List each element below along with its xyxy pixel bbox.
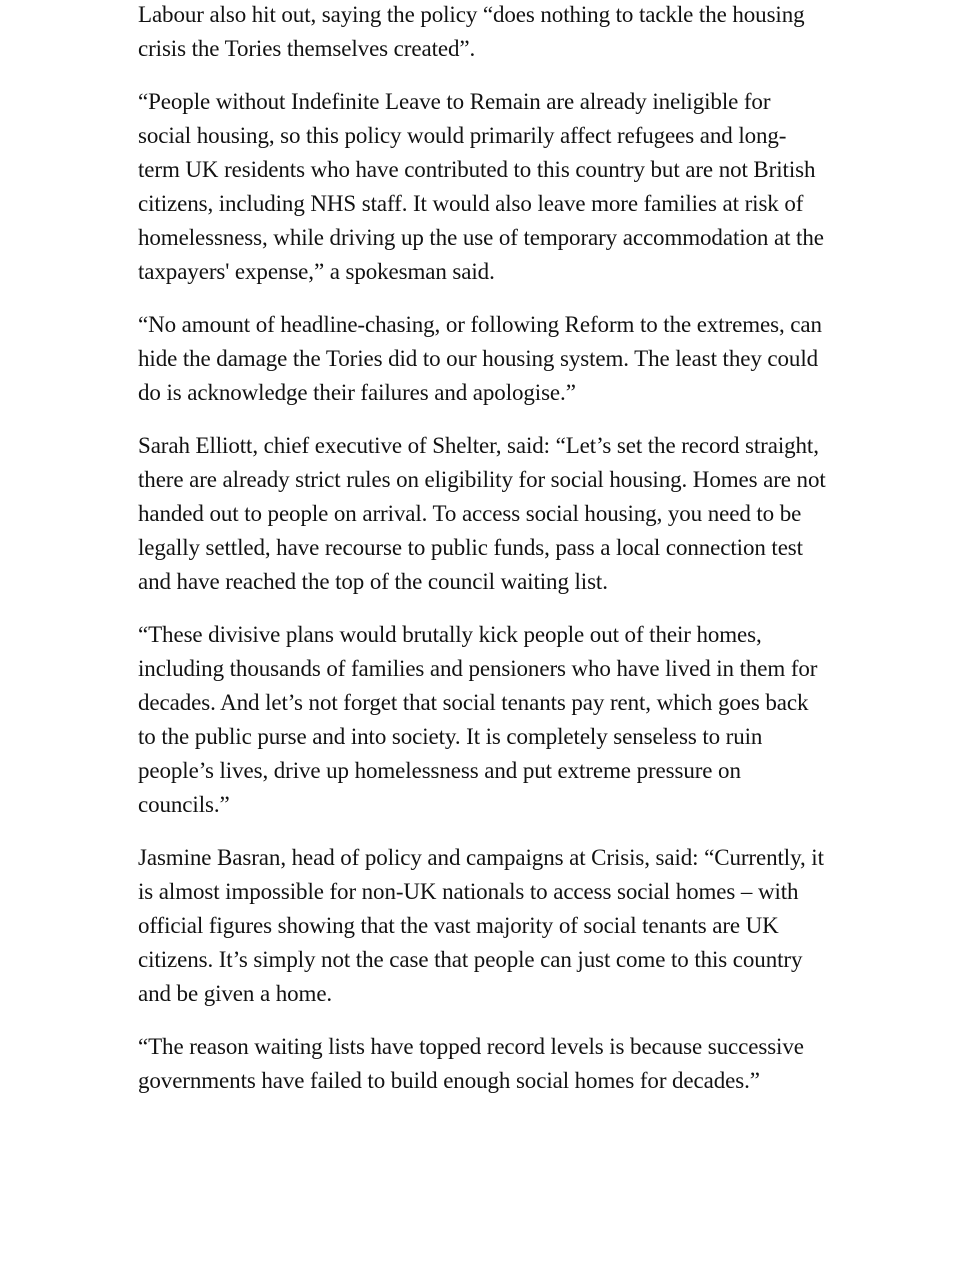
article-body [138, 0, 828, 1117]
article-paragraph: “These divisive plans would brutally kick people out of their homes, including thousands of families and pensioners who have lived in them for decades. And let’s not forget that social tenants pay rent, which goes back to the public purse and into society. It is completely senseless to ruin people’s lives, drive up homelessness and put extreme pressure on councils.” [138, 622, 818, 817]
article-paragraph: “The reason waiting lists have topped record levels is because successive governments have failed to build enough social homes for decades.” [138, 1034, 804, 1093]
article-paragraph: Sarah Elliott, chief executive of Shelter, said: “Let’s set the record straight, there are already strict rules on eligibility for social housing. Homes are not handed out to people on arrival. To access social housing, you need to be legally settled, have recourse to public funds, pass a local connection test and have reached the top of the council waiting list. [138, 433, 826, 594]
article-paragraph: Jasmine Basran, head of policy and campaigns at Crisis, said: “Currently, it is almost impossible for non-UK nationals to access social homes – with official figures showing that the vast majority of social tenants are UK citizens. It’s simply not the case that people can just come to this country and be given a home. [138, 845, 824, 1006]
article-paragraph: “People without Indefinite Leave to Remain are already ineligible for social housing, so this policy would primarily affect refugees and long-term UK residents who have contributed to this country but are not British citizens, including NHS staff. It would also leave more families at risk of homelessness, while driving up the use of temporary accommodation at the taxpayers' expense,” a spokesman said. [138, 89, 824, 284]
article-paragraph: “No amount of headline-chasing, or following Reform to the extremes, can hide the damage the Tories did to our housing system. The least they could do is acknowledge their failures and apologise.” [138, 312, 822, 405]
article-paragraph: Labour also hit out, saying the policy “does nothing to tackle the housing crisis the Tories themselves created”. [138, 2, 805, 61]
